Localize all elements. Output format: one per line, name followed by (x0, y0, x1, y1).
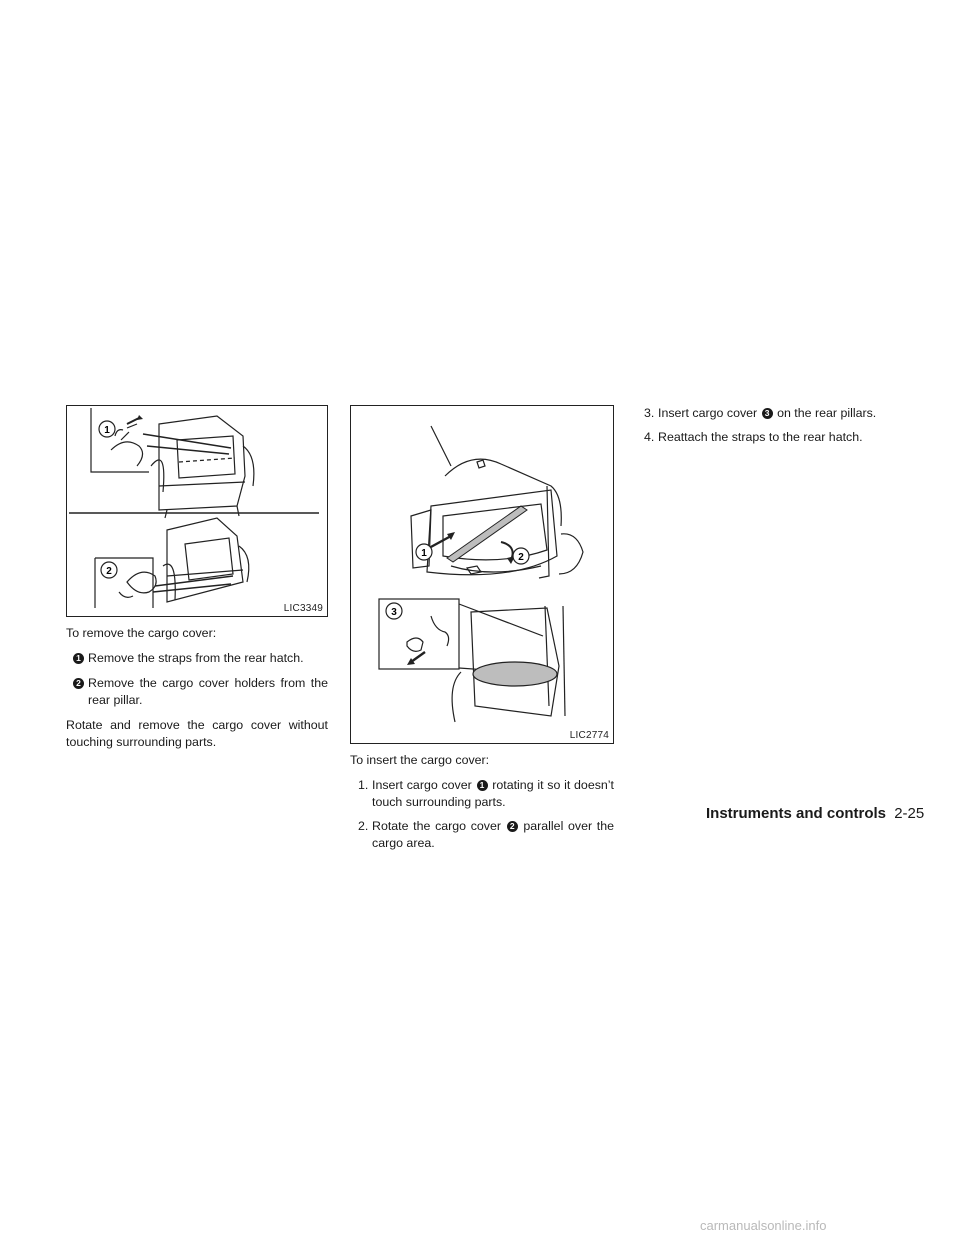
step-marker: 3 (762, 408, 773, 419)
step-text: rotating it so it doesn’t touch surrounding parts. (372, 778, 614, 809)
callout-1: 1 (104, 425, 110, 436)
step-text: Insert cargo cover (372, 778, 472, 792)
step-marker: 2 (507, 821, 518, 832)
callout-3: 3 (391, 607, 397, 618)
figure-insert-cargo-cover (350, 405, 614, 744)
remove-step (66, 675, 328, 709)
remove-instructions (66, 625, 328, 759)
step-number: 3. (644, 406, 655, 420)
remove-intro: To remove the cargo cover: (66, 626, 217, 640)
step-number: 1. (358, 778, 369, 792)
insert-step (636, 429, 900, 446)
step-marker: 1 (477, 780, 488, 791)
insert-step (636, 405, 900, 422)
page-footer (706, 805, 925, 822)
watermark: carmanualsonline.info (700, 1218, 827, 1233)
insert-intro: To insert the cargo cover: (350, 753, 490, 767)
insert-step (350, 818, 614, 852)
step-marker: 2 (73, 678, 84, 689)
step-text: Remove the cargo cover holders from the rear pillar. (88, 676, 328, 707)
step-text: Rotate the cargo cover (372, 819, 502, 833)
remove-step (66, 650, 328, 667)
insert-instructions (350, 752, 614, 859)
callout-1: 1 (421, 548, 427, 559)
section-title: Instruments and controls (706, 805, 887, 822)
figure-code: LIC2774 (569, 730, 609, 741)
figure-remove-cargo-cover (66, 405, 328, 617)
insert-step (350, 777, 614, 811)
callout-2: 2 (518, 552, 524, 563)
step-marker: 1 (73, 653, 84, 664)
remove-illustration (67, 406, 329, 618)
step-text: parallel over the cargo area. (372, 819, 614, 850)
insert-illustration (351, 406, 615, 745)
callout-2: 2 (106, 566, 112, 577)
figure-code: LIC3349 (283, 603, 323, 614)
step-number: 4. (644, 430, 655, 444)
step-number: 2. (358, 819, 369, 833)
step-text: Insert cargo cover (658, 406, 758, 420)
step-text: on the rear pillars. (777, 406, 877, 420)
page-number: 2-25 (894, 805, 925, 822)
step-text: Remove the straps from the rear hatch. (88, 651, 304, 665)
insert-instructions-continued (636, 405, 900, 453)
remove-note: Rotate and remove the cargo cover without touching surrounding parts. (66, 718, 328, 749)
step-text: Reattach the straps to the rear hatch. (658, 430, 863, 444)
